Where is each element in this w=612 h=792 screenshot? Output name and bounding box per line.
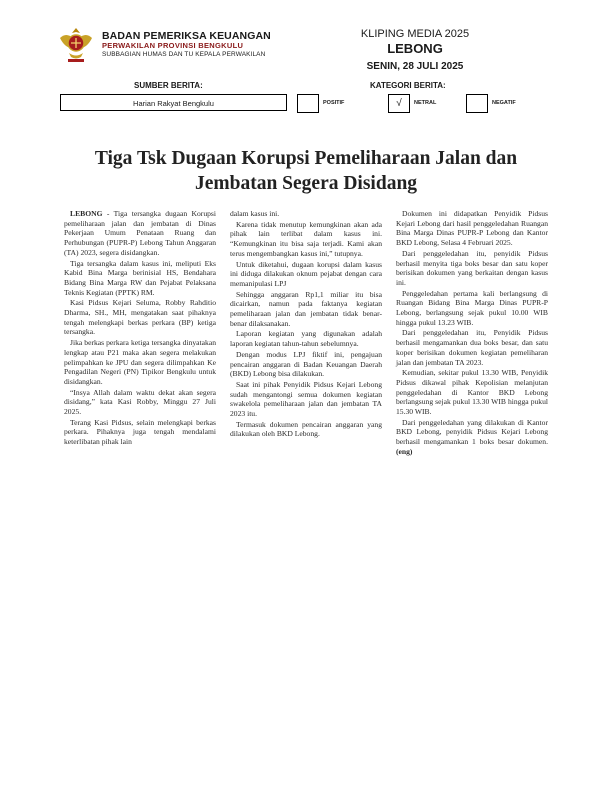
category-negatif-label: NEGATIF <box>492 100 516 106</box>
region-title: LEBONG <box>387 41 443 57</box>
source-label: SUMBER BERITA: <box>134 81 203 90</box>
article-paragraph: LEBONG - Tiga tersangka dugaan Korupsi pemeliharaan jalan dan jembatan di Dinas Pekerjaan Umum Penataan Ruang dan Perhubungan (PUPR-P) Lebong Tahun Anggaran (TA) 2023, segera disidangkan. <box>64 209 216 257</box>
source-value-box: Harian Rakyat Bengkulu <box>60 94 287 111</box>
author-signature: (eng) <box>396 446 413 456</box>
category-netral-checkbox: √ <box>388 94 410 113</box>
article-paragraph: Dengan modus LPJ fiktif ini, pengajuan pencairan anggaran di Badan Keuangan Daerah (BKD) Lebong bisa dilakukan. <box>230 349 382 379</box>
article-paragraph: Untuk diketahui, dugaan korupsi dalam kasus ini diduga dilakukan oknum pejabat dengan cara memanipulasi LPJ <box>230 259 382 288</box>
publication-date: SENIN, 28 JULI 2025 <box>366 60 464 72</box>
article-paragraph: Kemudian, sekitar pukul 13.30 WIB, Penyidik Pidsus dikawal pihak Kepolisian melanjutan penggeledahan di Kantor BKD Lebong berlangsung sejak pukul 13.30 WIB hingga pukul 15.30 WIB. <box>396 368 548 417</box>
article-paragraph: Sehingga anggaran Rp1,1 miliar itu bisa dicairkan, namun pada faktanya kegiatan pemeliharaan jalan dan jembatan tidak benar-benar dilaksanakan. <box>230 289 382 328</box>
article-paragraph: Terang Kasi Pidsus, selain melengkapi berkas perkara. Pihaknya juga tengah mendalami keterlibatan pihak lain <box>64 417 216 447</box>
article-headline: Tiga Tsk Dugaan Korupsi Pemeliharaan Jalan dan Jembatan Segera Disidang <box>94 148 518 195</box>
org-unit: SUBBAGIAN HUMAS DAN TU KEPALA PERWAKILAN <box>102 50 266 58</box>
article-paragraph: Karena tidak menutup kemungkinan akan ada pihak lain terlibat dalam kasus ini. “Kemungkinan itu bisa saja terjadi. Kami akan terus mengembangkan kasus ini,” tutupnya. <box>230 219 382 258</box>
article-paragraph: Penggeledahan pertama kali berlangsung di Ruangan Bidang Bina Marga Dinas PUPR-P Lebong, berlangsung sejak pukul 10.00 WIB hingga pukul 13.23 WIB. <box>396 288 548 327</box>
article-column-1 <box>64 209 216 448</box>
category-positif-checkbox <box>297 94 319 113</box>
article-paragraph: Dari penggeledahan yang dilakukan di Kantor BKD Lebong, penyidik Pidsus Kejari Lebong berhasil mengamankan 1 boks besar dokumen. (eng) <box>396 417 548 456</box>
article-paragraph: Dari penggeledahan itu, penyidik Pidsus berhasil menyita tiga boks besar dan satu koper berisikan dokumen yang berkaitan dengan kasus ini. <box>396 248 548 287</box>
kliping-header <box>345 28 485 73</box>
article-paragraph: Termasuk dokumen pencairan anggaran yang dilakukan oleh BKD Lebong. <box>230 419 382 439</box>
article-paragraph: Laporan kegiatan yang digunakan adalah laporan kegiatan tahun-tahun sebelumnya. <box>230 329 382 349</box>
kliping-title: KLIPING MEDIA 2025 <box>360 28 470 40</box>
bpk-emblem-logo <box>56 24 96 64</box>
article-paragraph: “Insya Allah dalam waktu dekat akan segera disidang,” kata Kasi Robby, Minggu 27 Juli 2025. <box>64 387 216 417</box>
category-positif-label: POSITIF <box>323 100 345 106</box>
org-name: BADAN PEMERIKSA KEUANGAN <box>102 30 271 42</box>
article-paragraph: Dokumen ini didapatkan Penyidik Pidsus Kejari Lebong dari hasil penggeledahan Ruangan Bina Marga Dinas PUPR-P Lebong dan Kantor BKD Lebong, Selasa 4 Februari 2025. <box>396 209 548 248</box>
article-paragraph: Tiga tersangka dalam kasus ini, meliputi Eks Kabid Bina Marga berinisial HS, Bendahara Bidang Bina Marga RW dan Pejabat Pelaksana Teknis Kegiatan (PPTK) RM. <box>64 258 216 297</box>
dateline: LEBONG <box>70 209 103 218</box>
category-label: KATEGORI BERITA: <box>370 81 446 90</box>
article-paragraph: Dari penggeledahan itu, Penyidik Pidsus berhasil mengamankan dua boks besar, dan satu koper berisikan dokumen kegiatan pemeliharan jalan dan jembatan TA 2023. <box>396 328 548 367</box>
category-negatif-checkbox <box>466 94 488 113</box>
article-column-3 <box>396 209 548 458</box>
article-paragraph: Jika berkas perkara ketiga tersangka dinyatakan lengkap atau P21 maka akan segera melakukan pelimpahkan ke JPU dan segera dilimpahkan Ke Pengadilan Negeri (PN) Tipikor Bengkulu untuk disidangkan. <box>64 338 216 386</box>
org-branch: PERWAKILAN PROVINSI BENGKULU <box>102 41 244 51</box>
article-paragraph: Kasi Pidsus Kejari Seluma, Robby Rahditio Dharma, SH., MH, mengatakan saat pihaknya tengah melengkapi berkas perkara (BP) ketiga tersangka. <box>64 298 216 337</box>
article-column-2 <box>230 209 382 440</box>
category-netral-label: NETRAL <box>414 100 437 106</box>
article-paragraph: dalam kasus ini. <box>230 209 280 218</box>
article-paragraph: Saat ini pihak Penyidik Pidsus Kejari Lebong sudah mengantongi semua dokumen kegiatan swakelola pemeliharaan jalan dan jembatan TA 2023 itu. <box>230 379 382 419</box>
organization-block <box>102 30 271 58</box>
